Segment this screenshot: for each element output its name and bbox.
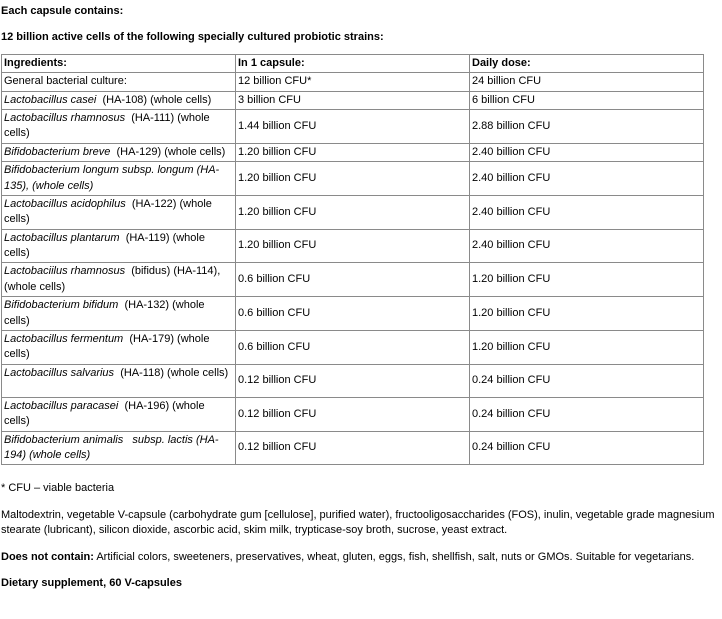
table-row: [2, 229, 704, 263]
ingredient-name: General bacterial culture:: [4, 75, 127, 88]
table-row: [2, 195, 704, 229]
strain-code: (HA-132) (whole cells): [4, 299, 205, 327]
ingredient-cell: [2, 364, 236, 397]
daily-dose-cell: 2.40 billion CFU: [470, 162, 704, 196]
strain-code: (HA-129) (whole cells): [116, 145, 226, 158]
ingredient-cell: [2, 431, 236, 465]
daily-dose-cell: 6 billion CFU: [470, 91, 704, 109]
ingredient-cell: [2, 331, 236, 365]
daily-dose-cell: 2.40 billion CFU: [470, 143, 704, 161]
strain-species: Bifidobacterium longum subsp. longum (HA-135), (whole cells): [4, 164, 220, 192]
header-in-1-capsule: In 1 capsule:: [236, 54, 470, 72]
daily-dose-cell: 2.88 billion CFU: [470, 109, 704, 143]
capsule-contains-heading: Each capsule contains:: [1, 5, 124, 17]
table-row: [2, 431, 704, 465]
strain-species: Lactobacillus acidophilus: [4, 197, 126, 210]
capsule-amount-cell: 0.6 billion CFU: [236, 331, 470, 365]
header-daily-dose: Daily dose:: [470, 54, 704, 72]
strain-species: Lactobacillus rhamnosus: [4, 111, 126, 124]
ingredient-cell: [2, 297, 236, 331]
other-ingredients-text: Maltodextrin, vegetable V-capsule (carbohydrate gum [cellulose], purified water), fructooligosaccharides (FOS), inulin, vegetable grade magnesium stearate (lubricant), silicon dioxide, ascorbic acid, skim milk, trypticase-soy broth, sucrose, yeast extract.: [1, 508, 715, 537]
ingredient-cell: [2, 143, 236, 161]
ingredient-cell: [2, 195, 236, 229]
strain-species: Lactobacillus paracasei: [4, 399, 119, 412]
does-not-contain-list: Artificial colors, sweeteners, preservatives, wheat, gluten, eggs, fish, shellfish, salt, nuts or GMOs. Suitable for vegetarians.: [93, 550, 695, 563]
table-row: [2, 109, 704, 143]
ingredient-cell: [2, 397, 236, 431]
table-row: [2, 73, 704, 91]
daily-dose-cell: 1.20 billion CFU: [470, 263, 704, 297]
table-row: [2, 143, 704, 161]
header-ingredients: Ingredients:: [2, 54, 236, 72]
ingredient-cell: [2, 91, 236, 109]
dietary-supplement-label: Dietary supplement, 60 V-capsules: [1, 576, 182, 589]
capsule-amount-cell: 1.20 billion CFU: [236, 229, 470, 263]
strain-code: (bifidus) (HA-114), (whole cells): [4, 265, 221, 293]
strain-code: (HA-111) (whole cells): [4, 111, 210, 140]
strain-species: Bifidobacterium breve: [4, 145, 111, 158]
table-row: [2, 263, 704, 297]
table-header-row: [2, 54, 704, 72]
strain-code: (HA-118) (whole cells): [120, 366, 229, 379]
strain-species: Bifidobacterium bifidum: [4, 299, 119, 312]
ingredient-cell: [2, 229, 236, 263]
strain-code: (HA-122) (whole cells): [4, 197, 212, 226]
capsule-amount-cell: 0.12 billion CFU: [236, 431, 470, 465]
daily-dose-cell: 24 billion CFU: [470, 73, 704, 91]
table-row: [2, 162, 704, 196]
strain-code: (HA-119) (whole cells): [4, 231, 205, 260]
daily-dose-cell: 0.24 billion CFU: [470, 364, 704, 397]
strain-species: Lactobacillus casei: [4, 93, 97, 106]
strain-code: (HA-108) (whole cells): [102, 93, 212, 106]
does-not-contain-label: Does not contain:: [1, 550, 94, 563]
capsule-amount-cell: 1.44 billion CFU: [236, 109, 470, 143]
daily-dose-cell: 0.24 billion CFU: [470, 431, 704, 465]
ingredient-cell: [2, 263, 236, 297]
daily-dose-cell: 1.20 billion CFU: [470, 331, 704, 365]
ingredient-cell: [2, 109, 236, 143]
strain-code: subsp. lactis (HA-194) (whole cells): [4, 433, 219, 461]
capsule-amount-cell: 0.12 billion CFU: [236, 364, 470, 397]
capsule-amount-cell: 3 billion CFU: [236, 91, 470, 109]
daily-dose-cell: 2.40 billion CFU: [470, 195, 704, 229]
capsule-amount-cell: 12 billion CFU*: [236, 73, 470, 91]
capsule-amount-cell: 0.6 billion CFU: [236, 297, 470, 331]
strain-species: Lactobacillus salvarius: [4, 366, 115, 379]
ingredient-cell: [2, 73, 236, 91]
probiotic-intro-heading: 12 billion active cells of the following specially cultured probiotic strains:: [1, 31, 384, 44]
table-row: [2, 397, 704, 431]
does-not-contain-text: [1, 550, 722, 565]
table-row: [2, 331, 704, 365]
capsule-amount-cell: 0.6 billion CFU: [236, 263, 470, 297]
daily-dose-cell: 0.24 billion CFU: [470, 397, 704, 431]
strain-code: (HA-196) (whole cells): [4, 399, 205, 428]
strain-species: Lactobaciilus rhamnosus: [4, 265, 126, 278]
capsule-amount-cell: 0.12 billion CFU: [236, 397, 470, 431]
cfu-footnote: * CFU – viable bacteria: [1, 482, 115, 495]
table-row: [2, 297, 704, 331]
daily-dose-cell: 1.20 billion CFU: [470, 297, 704, 331]
ingredient-cell: [2, 162, 236, 196]
daily-dose-cell: 2.40 billion CFU: [470, 229, 704, 263]
strain-code: (HA-179) (whole cells): [4, 333, 210, 361]
strain-species: Bifidobacterium animalis: [4, 433, 124, 446]
ingredients-table: [1, 54, 704, 466]
capsule-amount-cell: 1.20 billion CFU: [236, 195, 470, 229]
capsule-amount-cell: 1.20 billion CFU: [236, 143, 470, 161]
table-row: [2, 91, 704, 109]
strain-species: Lactobacillus plantarum: [4, 231, 120, 244]
strain-species: Lactobacillus fermentum: [4, 333, 124, 346]
capsule-amount-cell: 1.20 billion CFU: [236, 162, 470, 196]
table-row: [2, 364, 704, 397]
